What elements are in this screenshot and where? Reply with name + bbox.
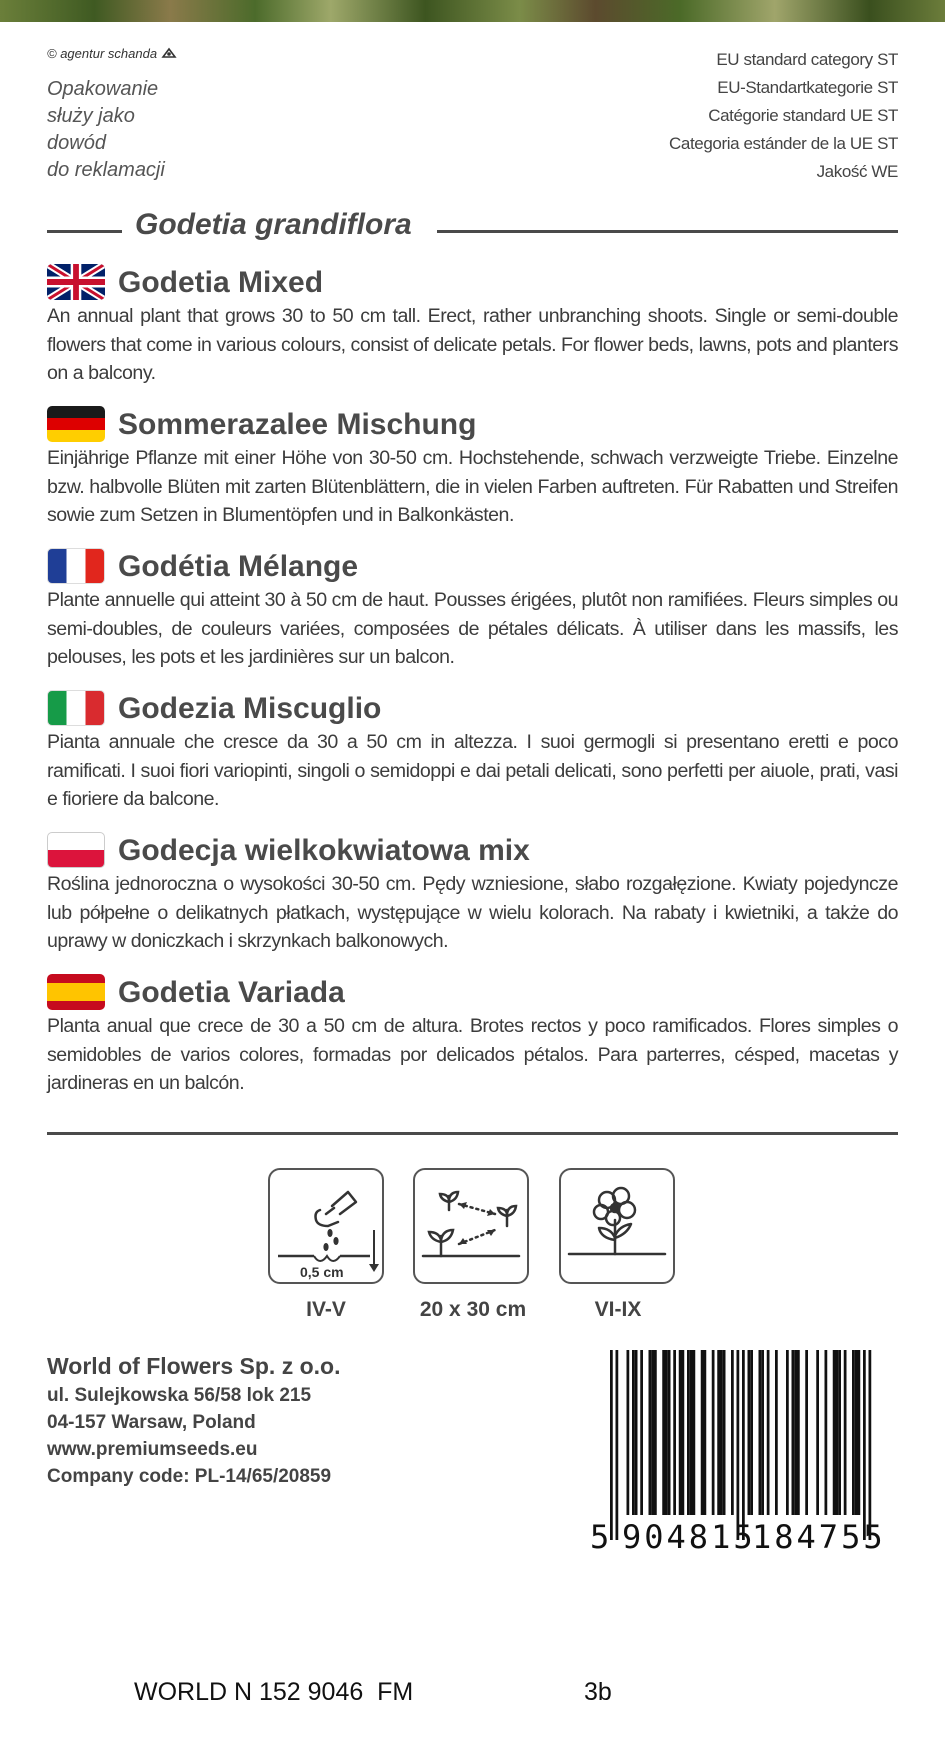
variety-description: Roślina jednoroczna o wysokości 30-50 cm. Pędy wzniesione, słabo rozgałęzione. Kwiaty pojedyncze lub półpełne o delikatnych płatkach, występujące w wielu kolorach. Na rabaty i kwietniki, a także do uprawy w doniczkach i skrzynkach balkonowych. xyxy=(47,873,898,952)
barcode-bar xyxy=(852,1350,855,1515)
variety-name: Godetia Mixed xyxy=(118,266,324,299)
barcode-bar xyxy=(761,1350,764,1515)
barcode-bar xyxy=(720,1350,723,1515)
spacing-label: 20 x 30 cm xyxy=(419,1298,527,1321)
section-polish xyxy=(47,830,898,956)
spanish-flag-icon xyxy=(47,974,105,1010)
section-french xyxy=(47,546,898,672)
barcode-bar xyxy=(737,1350,740,1540)
barcode-bar xyxy=(632,1350,635,1515)
german-flag-icon xyxy=(47,406,105,442)
flowering-icon xyxy=(559,1168,675,1284)
barcode-digits-left: 904815 xyxy=(622,1518,756,1556)
section-header xyxy=(47,404,898,444)
barcode-bar xyxy=(687,1350,690,1515)
barcode-bar xyxy=(651,1350,654,1515)
ack-line: służy jako xyxy=(47,105,135,127)
category-line: EU standard category ST xyxy=(716,50,898,69)
barcode-bar xyxy=(748,1350,751,1515)
section-header xyxy=(47,830,898,870)
barcode-bar xyxy=(759,1350,762,1515)
barcode-bar xyxy=(805,1350,808,1515)
variety-name: Godezia Miscuglio xyxy=(118,692,382,725)
header-photo-strip xyxy=(0,0,945,22)
barcode-bar xyxy=(654,1350,657,1515)
company-address xyxy=(47,1350,340,1490)
barcode-bar xyxy=(673,1350,676,1515)
variety-description: Pianta annuale che cresce da 30 a 50 cm in altezza. I suoi germogli si presentano eretti e poco ramificati. I suoi fiori variopinti, singoli o semidoppi e dai petali delicati, sono perfetti per aiuole, prati, vasi e fioriere da balcone. xyxy=(47,731,898,810)
standard-categories xyxy=(669,46,898,186)
polish-flag-icon xyxy=(47,832,105,868)
title-rule-right xyxy=(437,230,898,233)
latin-title-row xyxy=(47,208,898,248)
section-divider xyxy=(47,1132,898,1135)
barcode-bar xyxy=(701,1350,704,1515)
category-line: Catégorie standard UE ST xyxy=(708,106,898,125)
section-spanish xyxy=(47,972,898,1098)
barcode-bar xyxy=(750,1350,753,1515)
sowing-depth-label: 0,5 cm xyxy=(300,1264,344,1280)
sowing-icon xyxy=(268,1168,384,1284)
barcode-bar xyxy=(649,1350,652,1515)
barcode-bar xyxy=(775,1350,778,1515)
barcode-bar xyxy=(858,1350,861,1515)
barcode-bar xyxy=(767,1350,770,1515)
barcode-bar xyxy=(869,1350,872,1540)
copyright-text: © agentur schanda xyxy=(47,46,158,61)
barcode-bar xyxy=(836,1350,839,1515)
barcode-bar xyxy=(635,1350,638,1515)
section-german xyxy=(47,404,898,530)
barcode-bar xyxy=(797,1350,800,1515)
section-english xyxy=(47,262,898,388)
barcode-digit-first: 5 xyxy=(590,1518,610,1556)
italian-flag-icon xyxy=(47,690,105,726)
section-header xyxy=(47,546,898,586)
barcode-bar xyxy=(712,1350,715,1515)
variety-description: Plante annuelle qui atteint 30 à 50 cm de haut. Pousses érigées, plutôt non ramifiées. Fleurs simples ou semi-doubles, de couleurs variées, composées de pétales délicats. À utiliser dans les massifs, les pelouses, les pots et les jardinières sur un balcon. xyxy=(47,589,898,668)
variant-code: 3b xyxy=(584,1678,612,1706)
company-city: 04-157 Warsaw, Poland xyxy=(47,1412,256,1433)
flowering-period-label: VI-IX xyxy=(594,1298,642,1321)
category-line: Jakość WE xyxy=(816,162,898,181)
schanda-logo-icon xyxy=(161,47,177,59)
section-header xyxy=(47,262,898,302)
barcode-bar xyxy=(610,1350,613,1540)
barcode-bar xyxy=(668,1350,671,1515)
barcode-bar xyxy=(627,1350,630,1515)
barcode-bar xyxy=(723,1350,726,1515)
uk-flag-icon xyxy=(47,264,105,300)
company-code: Company code: PL-14/65/20859 xyxy=(47,1466,332,1487)
section-header xyxy=(47,972,898,1012)
copyright-notice xyxy=(47,46,177,61)
barcode-bar xyxy=(693,1350,696,1515)
title-rule-left xyxy=(47,230,122,233)
barcode-bar xyxy=(825,1350,828,1515)
variety-name: Godecja wielkokwiatowa mix xyxy=(118,834,530,867)
barcode-bar xyxy=(844,1350,847,1515)
company-website: www.premiumseeds.eu xyxy=(47,1439,258,1460)
french-flag-icon xyxy=(47,548,105,584)
barcode-bar xyxy=(863,1350,866,1540)
variety-description: An annual plant that grows 30 to 50 cm tall. Erect, rather unbranching shoots. Single or semi-double flowers that come in various colours, consist of delicate petals. For flower beds, lawns, pots and planters on a balcony. xyxy=(47,305,898,384)
barcode-bar xyxy=(679,1350,682,1515)
barcode-bar xyxy=(640,1350,643,1515)
barcode-bar xyxy=(690,1350,693,1515)
section-italian xyxy=(47,688,898,814)
barcode-bar xyxy=(717,1350,720,1515)
variety-name: Sommerazalee Mischung xyxy=(118,408,477,441)
barcode-bar xyxy=(665,1350,668,1515)
variety-name: Godetia Variada xyxy=(118,976,345,1009)
spacing-icon xyxy=(413,1168,529,1284)
barcode-bar xyxy=(838,1350,841,1515)
company-name: World of Flowers Sp. z o.o. xyxy=(47,1353,341,1379)
barcode-bar xyxy=(662,1350,665,1515)
product-code: WORLD N 152 9046 FM xyxy=(134,1678,414,1706)
company-street: ul. Sulejkowska 56/58 lok 215 xyxy=(47,1385,312,1406)
ack-line: dowód xyxy=(47,132,106,154)
variety-name: Godétia Mélange xyxy=(118,550,359,583)
ack-line: do reklamacji xyxy=(47,159,165,181)
barcode-bar xyxy=(682,1350,685,1515)
ean-barcode xyxy=(590,1350,895,1558)
category-line: EU-Standartkategorie ST xyxy=(717,78,898,97)
category-line: Categoria estánder de la UE ST xyxy=(669,134,898,153)
barcode-bar xyxy=(731,1350,734,1515)
barcode-bar xyxy=(704,1350,707,1515)
barcode-bar xyxy=(742,1350,745,1540)
latin-name: Godetia grandiflora xyxy=(135,208,412,241)
barcode-bar xyxy=(816,1350,819,1515)
variety-description: Planta anual que crece de 30 a 50 cm de altura. Brotes rectos y poco ramificados. Flores simples o semidobles de varios colores, formadas por delicados pétalos. Para parterres, césped, macetas y jardineras en un balcón. xyxy=(47,1015,898,1094)
barcode-bar xyxy=(855,1350,858,1515)
barcode-bar xyxy=(794,1350,797,1515)
barcode-bar xyxy=(833,1350,836,1515)
sowing-period-label: IV-V xyxy=(306,1298,346,1321)
barcode-bar xyxy=(792,1350,795,1515)
acknowledgement-note xyxy=(47,76,267,184)
barcode-bar xyxy=(616,1350,619,1540)
barcode-digits-right: 184755 xyxy=(752,1518,886,1556)
section-header xyxy=(47,688,898,728)
variety-description: Einjährige Pflanze mit einer Höhe von 30-50 cm. Hochstehende, schwach verzweigte Triebe. Einzelne bzw. halbvolle Blüten mit zarten Blütenblättern, die in vielen Farben auftreten. Für Rabatten und Streifen sowie zum Setzen in Blumentöpfen und in Balkonkästen. xyxy=(47,447,898,526)
ack-line: Opakowanie xyxy=(47,78,159,100)
barcode-bar xyxy=(786,1350,789,1515)
